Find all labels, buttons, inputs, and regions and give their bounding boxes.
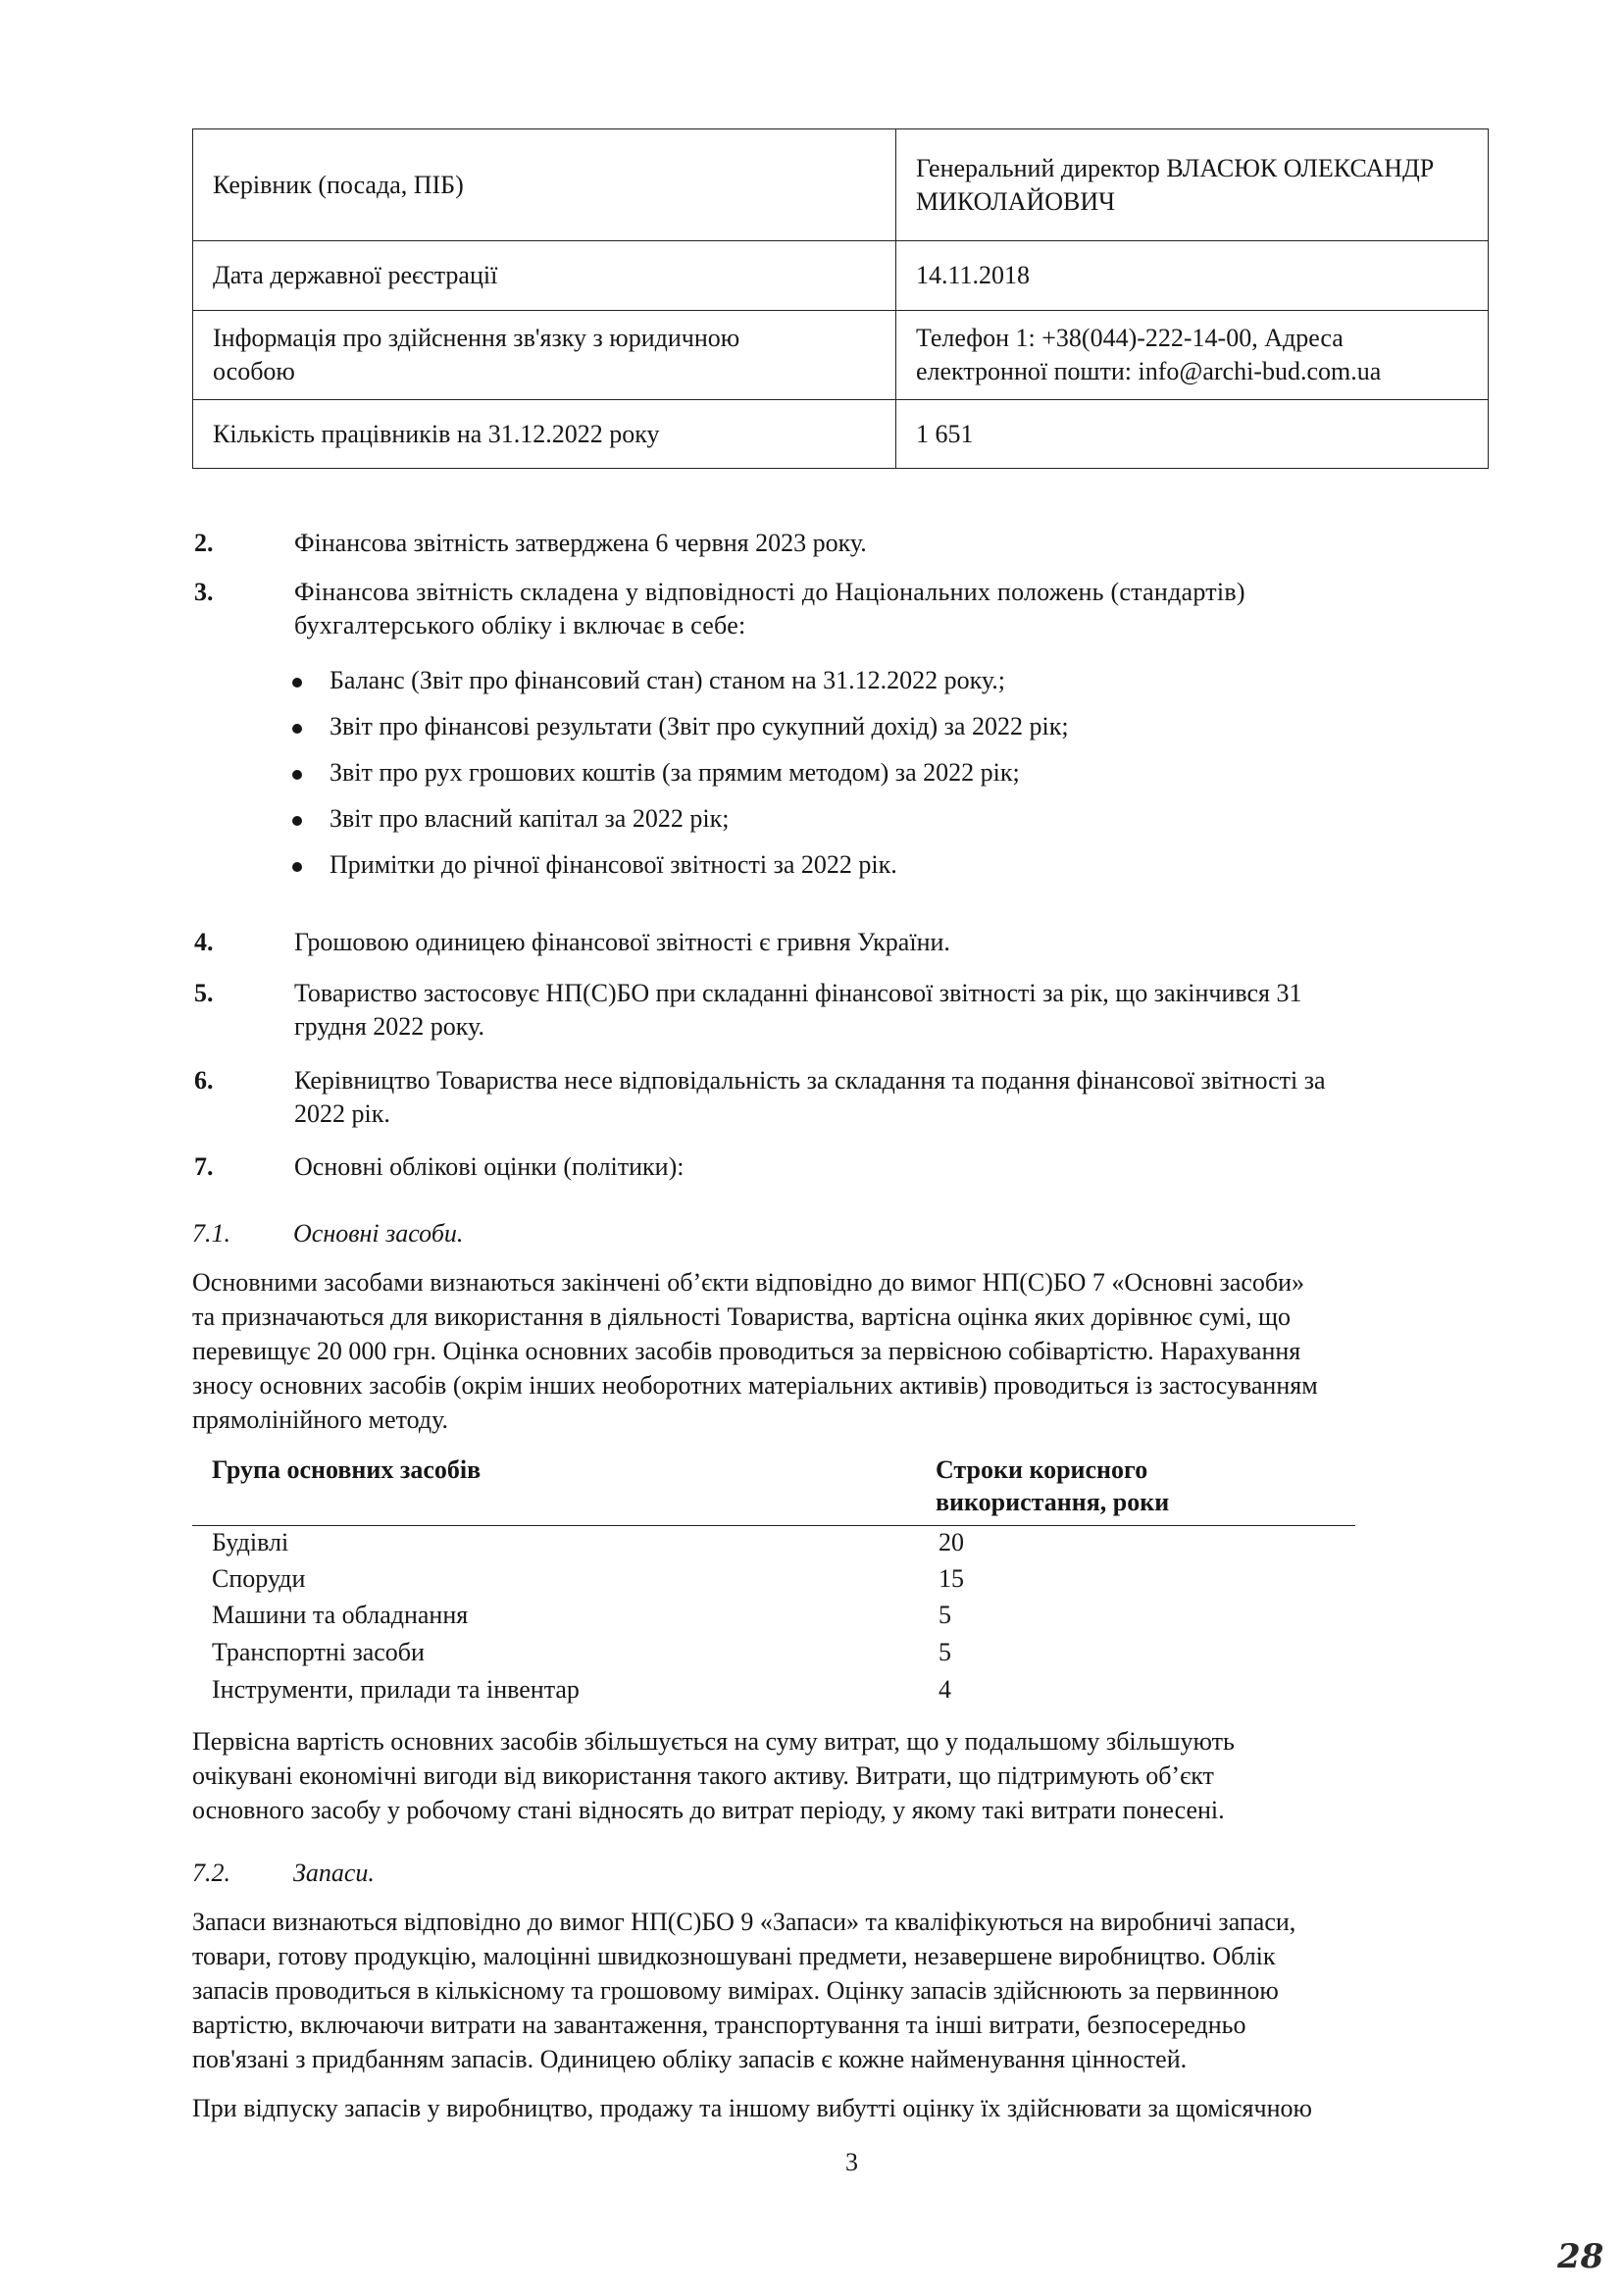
paragraph: При відпуску запасів у виробництво, продажу та іншому вибутті оцінку їх здійснювати за щомісячною bbox=[192, 2094, 1312, 2122]
table-row bbox=[193, 241, 1489, 311]
item-number: 3. bbox=[194, 578, 214, 606]
list-item bbox=[192, 977, 1510, 1044]
item-number: 2. bbox=[194, 529, 214, 557]
bullet-icon bbox=[292, 816, 302, 826]
table-cell-label: Кількість працівників на 31.12.2022 року bbox=[193, 400, 896, 469]
item-text: Товариство застосовує НП(С)БО при складанні фінансової звітності за рік, що закінчився 31 грудня 2022 року. bbox=[294, 979, 1302, 1041]
item-number: 4. bbox=[194, 928, 214, 956]
table-row bbox=[193, 311, 1489, 400]
list-item: Звіт про рух грошових коштів (за прямим методом) за 2022 рік; bbox=[290, 756, 1506, 802]
statement-list bbox=[290, 664, 1506, 894]
table-cell-label: Дата державної реєстрації bbox=[193, 241, 896, 311]
bullet-icon bbox=[292, 724, 302, 734]
section-number: 7.2. bbox=[192, 1859, 230, 1887]
table-row: Споруди 15 bbox=[212, 1564, 964, 1593]
list-item bbox=[192, 1150, 1510, 1184]
list-item: Баланс (Звіт про фінансовий стан) станом на 31.12.2022 року.; bbox=[290, 664, 1506, 710]
list-item: Примітки до річної фінансової звітності за 2022 рік. bbox=[290, 848, 1506, 894]
paragraph: Основними засобами визнаються закінчені об’єкти відповідно до вимог НП(С)БО 7 «Основні засоби» та призначаються для використання в діяльності Товариства, вартісна оцінка яких дорівнює сумі, що перевищує 20 000 грн. Оцінка основних засобів проводиться за первісною собівартістю. Нарахування зносу основних засобів (окрім інших необоротних матеріальних активів) проводиться із застосуванням прямолінійного методу. bbox=[192, 1268, 1318, 1434]
table-row: Машини та обладнання 5 bbox=[212, 1601, 951, 1629]
list-item bbox=[192, 527, 1510, 560]
table-cell-value: Генеральний директор ВЛАСЮК ОЛЕКСАНДР МИКОЛАЙОВИЧ bbox=[896, 129, 1489, 241]
bullet-icon bbox=[292, 770, 302, 780]
item-text: Фінансова звітність складена у відповідності до Національних положень (стандартів) бухгалтерського обліку і включає в себе: bbox=[294, 578, 1245, 639]
item-text: Грошовою одиницею фінансової звітності є гривня України. bbox=[294, 928, 950, 956]
section-number: 7.1. bbox=[192, 1219, 230, 1248]
item-number: 5. bbox=[194, 979, 214, 1007]
table-row: Транспортні засоби 5 bbox=[212, 1638, 951, 1666]
table-cell-value: 14.11.2018 bbox=[896, 241, 1489, 311]
column-header: Група основних засобів bbox=[212, 1455, 482, 1484]
column-header: Строки корисного використання, роки bbox=[936, 1455, 1170, 1516]
bullet-icon bbox=[292, 862, 302, 872]
table-cell-label: Інформація про здійснення зв'язку з юридичною особою bbox=[193, 311, 896, 400]
page-number: 3 bbox=[845, 2148, 858, 2176]
section-title: Основні засоби. bbox=[293, 1219, 464, 1248]
list-item bbox=[192, 576, 1510, 642]
table-cell-value: Телефон 1: +38(044)-222-14-00, Адреса електронної пошти: info@archi-bud.com.ua bbox=[896, 311, 1489, 400]
item-text: Керівництво Товариства несе відповідальність за складання та подання фінансової звітності за 2022 рік. bbox=[294, 1066, 1326, 1128]
table-row bbox=[193, 400, 1489, 469]
section-title: Запаси. bbox=[293, 1859, 375, 1887]
company-info-table bbox=[192, 128, 1489, 469]
list-item: Звіт про власний капітал за 2022 рік; bbox=[290, 802, 1506, 848]
table-row: Будівлі 20 bbox=[212, 1528, 964, 1556]
handwritten-page-mark: 28 bbox=[1557, 2237, 1604, 2276]
table-row bbox=[193, 129, 1489, 241]
table-cell-label: Керівник (посада, ПІБ) bbox=[193, 129, 896, 241]
item-text: Фінансова звітність затверджена 6 червня 2023 року. bbox=[294, 529, 867, 557]
list-item bbox=[192, 1064, 1510, 1131]
table-row: Інструменти, прилади та інвентар 4 bbox=[212, 1675, 951, 1704]
table-cell-value: 1 651 bbox=[896, 400, 1489, 469]
item-number: 6. bbox=[194, 1066, 214, 1095]
list-item: Звіт про фінансові результати (Звіт про сукупний дохід) за 2022 рік; bbox=[290, 710, 1506, 756]
paragraph: Первісна вартість основних засобів збільшується на суму витрат, що у подальшому збільшують очікувані економічні вигоди від використання такого активу. Витрати, що підтримують об’єкт основного засобу у робочому стані відносять до витрат періоду, у якому такі витрати понесені. bbox=[192, 1727, 1235, 1824]
section-heading-7-2 bbox=[192, 1857, 977, 1890]
section-heading-7-1 bbox=[192, 1217, 977, 1250]
list-item bbox=[192, 926, 1510, 959]
item-number: 7. bbox=[194, 1152, 214, 1181]
paragraph: Запаси визнаються відповідно до вимог НП(С)БО 9 «Запаси» та кваліфікуються на виробничі запаси, товари, готову продукцію, малоцінні швидкозношувані предмети, незавершене виробництво. Облік запасів проводиться в кількісному та грошовому вимірах. Оцінку запасів здійснюють за первинною вартістю, включаючи витрати на завантаження, транспортування та інші витрати, безпосередньо пов'язані з придбанням запасів. Одиницею обліку запасів є кожне найменування цінностей. bbox=[192, 1908, 1296, 2073]
item-text: Основні облікові оцінки (політики): bbox=[294, 1152, 685, 1181]
bullet-icon bbox=[292, 678, 302, 688]
